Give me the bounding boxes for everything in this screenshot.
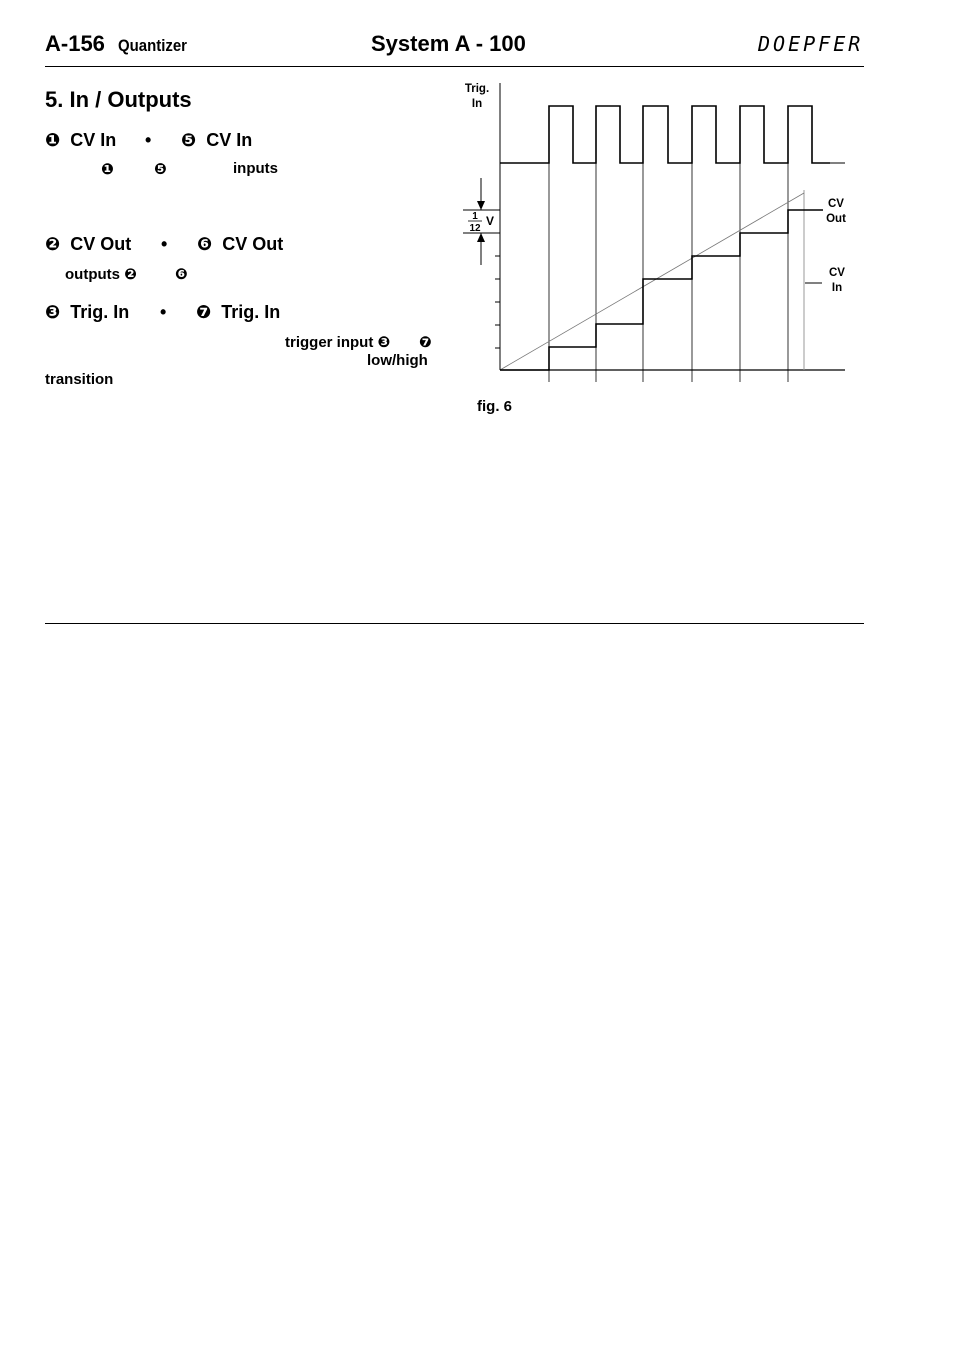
header-rule <box>45 66 864 67</box>
label-cv-in-b: CV In <box>206 130 253 150</box>
label-cv-out-b: CV Out <box>222 234 284 254</box>
arrow-up-icon <box>477 233 485 242</box>
step-unit: V <box>486 214 495 228</box>
bottom-rule <box>45 623 864 624</box>
label-cvout-line2: Out <box>826 213 846 225</box>
header-model: A-156 <box>45 31 105 56</box>
separator-dot: • <box>145 130 152 150</box>
fragment-outputs: outputs ❷ <box>65 266 137 283</box>
label-cv-in-a: CV In <box>70 130 117 150</box>
separator-dot: • <box>160 302 167 322</box>
y-ticks <box>495 256 500 348</box>
separator-dot: • <box>161 234 168 254</box>
item-cv-out-heading <box>45 234 131 255</box>
trigger-pulse-trace <box>500 106 830 163</box>
arrow-down-icon <box>477 201 485 210</box>
figure-6-diagram <box>455 75 865 390</box>
step-denominator: 12 <box>469 223 481 234</box>
figure-caption: fig. 6 <box>477 398 513 415</box>
item-cv-out-heading-b <box>197 234 283 255</box>
fragment-glyph-7: ❼ <box>419 334 432 351</box>
label-trig-in-b: Trig. In <box>221 302 281 322</box>
cv-in-ramp <box>500 193 804 370</box>
fragment-glyph-5: ❺ <box>154 161 167 178</box>
item-trig-in-heading-b <box>196 302 280 323</box>
glyph-5: ❺ <box>181 130 197 150</box>
label-trig-in-a: Trig. In <box>70 302 130 322</box>
fragment-low-high: low/high <box>367 352 428 369</box>
header-system: System A - 100 <box>371 31 526 56</box>
label-trig-line2: In <box>471 98 483 110</box>
glyph-7: ❼ <box>196 302 212 322</box>
label-cvin-line2: In <box>831 282 843 294</box>
glyph-6: ❻ <box>197 234 213 254</box>
fragment-glyph-6: ❻ <box>175 266 188 283</box>
label-cvout-line1: CV <box>828 198 844 210</box>
glyph-2: ❷ <box>45 234 61 254</box>
cv-out-staircase <box>500 210 823 370</box>
label-cv-out-a: CV Out <box>70 234 132 254</box>
step-numerator: 1 <box>472 211 478 222</box>
item-cv-in-heading <box>45 130 116 151</box>
section-title: 5. In / Outputs <box>45 87 192 112</box>
fragment-inputs: inputs <box>233 160 278 177</box>
item-cv-in-heading-b <box>181 130 252 151</box>
trigger-guide-lines <box>549 163 788 382</box>
header-product: Quantizer <box>118 36 187 55</box>
fragment-trigger-input: trigger input ❸ <box>285 334 391 351</box>
label-cvin-line1: CV <box>829 267 845 279</box>
fragment-glyph-1: ❶ <box>101 161 114 178</box>
doepfer-logo: DOEPFER <box>758 32 864 56</box>
label-trig-line1: Trig. <box>464 83 490 95</box>
fragment-transition: transition <box>45 371 114 388</box>
glyph-3: ❸ <box>45 302 61 322</box>
item-trig-in-heading <box>45 302 129 323</box>
glyph-1: ❶ <box>45 130 61 150</box>
